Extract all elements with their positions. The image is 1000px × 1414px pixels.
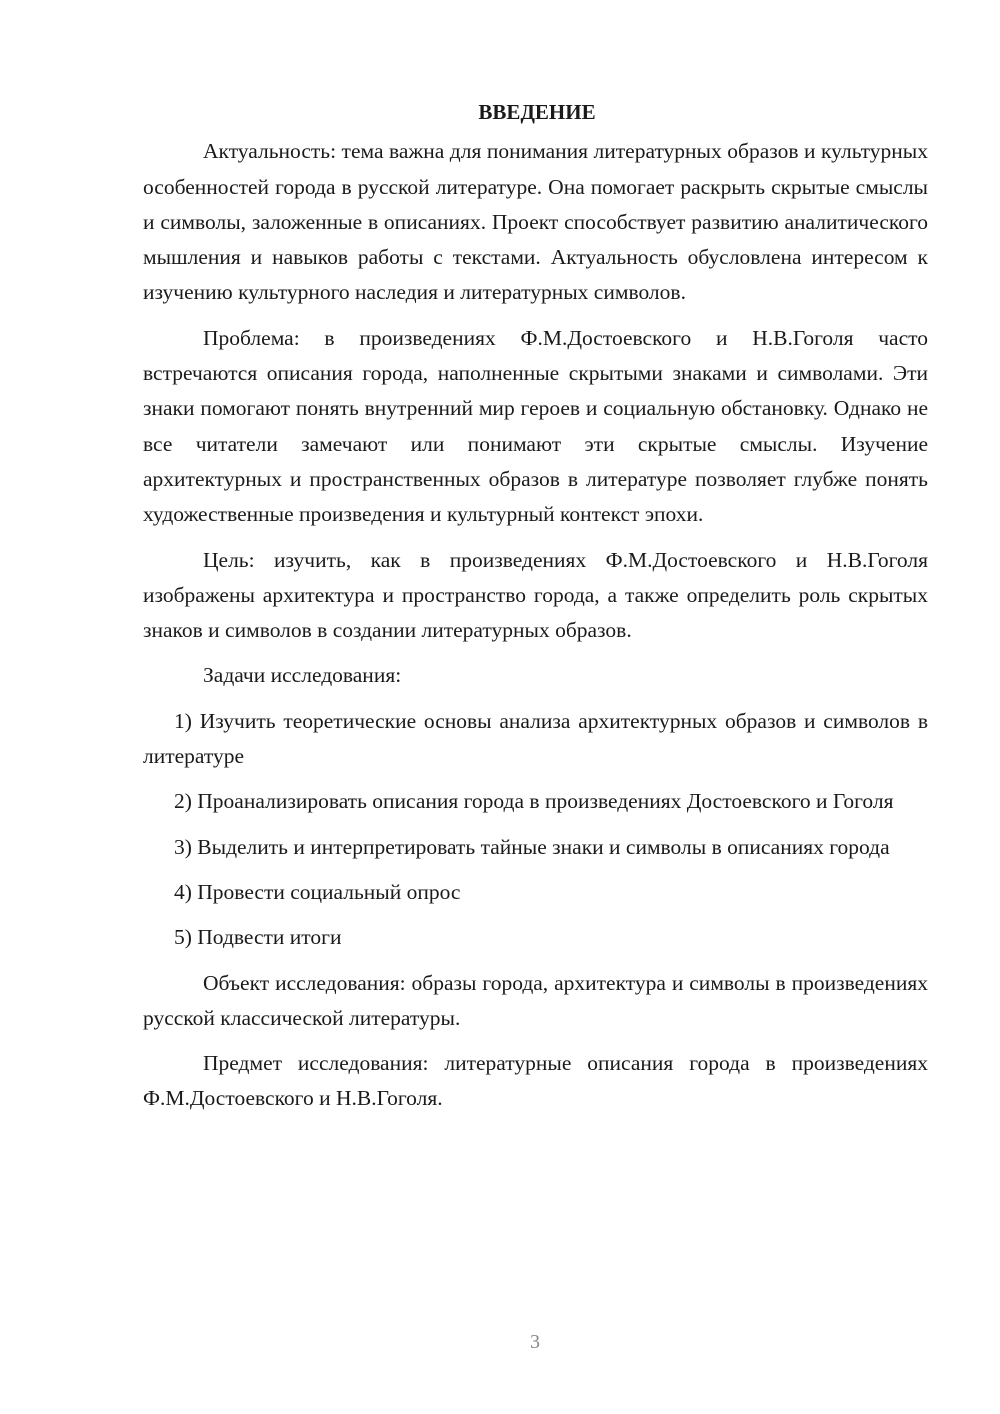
subject-paragraph: Предмет исследования: литературные описания города в произведениях Ф.М.Достоевского и Н.В.Гоголя. [143,1051,928,1111]
task-item-4: 4) Провести социальный опрос [174,879,461,904]
goal-paragraph: Цель: изучить, как в произведениях Ф.М.Достоевского и Н.В.Гоголя изображены архитектура и пространство города, а также определить роль скрытых знаков и символов в создании литературных образов. [143,547,928,643]
task-item-3: 3) Выделить и интерпретировать тайные знаки и символы в описаниях города [174,834,890,859]
object-paragraph: Объект исследования: образы города, архитектура и символы в произведениях русской классической литературы. [143,970,928,1030]
tasks-heading: Задачи исследования: [203,663,402,688]
task-item-2: 2) Проанализировать описания города в произведениях Достоевского и Гоголя [174,789,894,814]
problem-paragraph: Проблема: в произведениях Ф.М.Достоевского и Н.В.Гоголя часто встречаются описания города, наполненные скрытыми знаками и символами. Эти знаки помогают понять внутренний мир героев и социальную обстановку. Однако не все читатели замечают или понимают эти скрытые смыслы. Изучение архитектурных и пространственных образов в литературе позволяет глубже понять художественные произведения и культурный контекст эпохи. [143,325,928,527]
document-title: ВВЕДЕНИЕ [478,100,596,124]
task-item-1: 1) Изучить теоретические основы анализа архитектурных образов и символов в литературе [143,708,928,769]
page-number: 3 [530,1331,540,1353]
task-item-5: 5) Подвести итоги [174,925,342,950]
relevance-paragraph: Актуальность: тема важна для понимания литературных образов и культурных особенностей города в русской литературе. Она помогает раскрыть скрытые смыслы и символы, заложенные в описаниях. Проект способствует развитию аналитического мышления и навыков работы с текстами. Актуальность обусловлена интересом к изучению культурного наследия и литературных символов. [143,139,928,305]
document-page [143,95,928,1127]
